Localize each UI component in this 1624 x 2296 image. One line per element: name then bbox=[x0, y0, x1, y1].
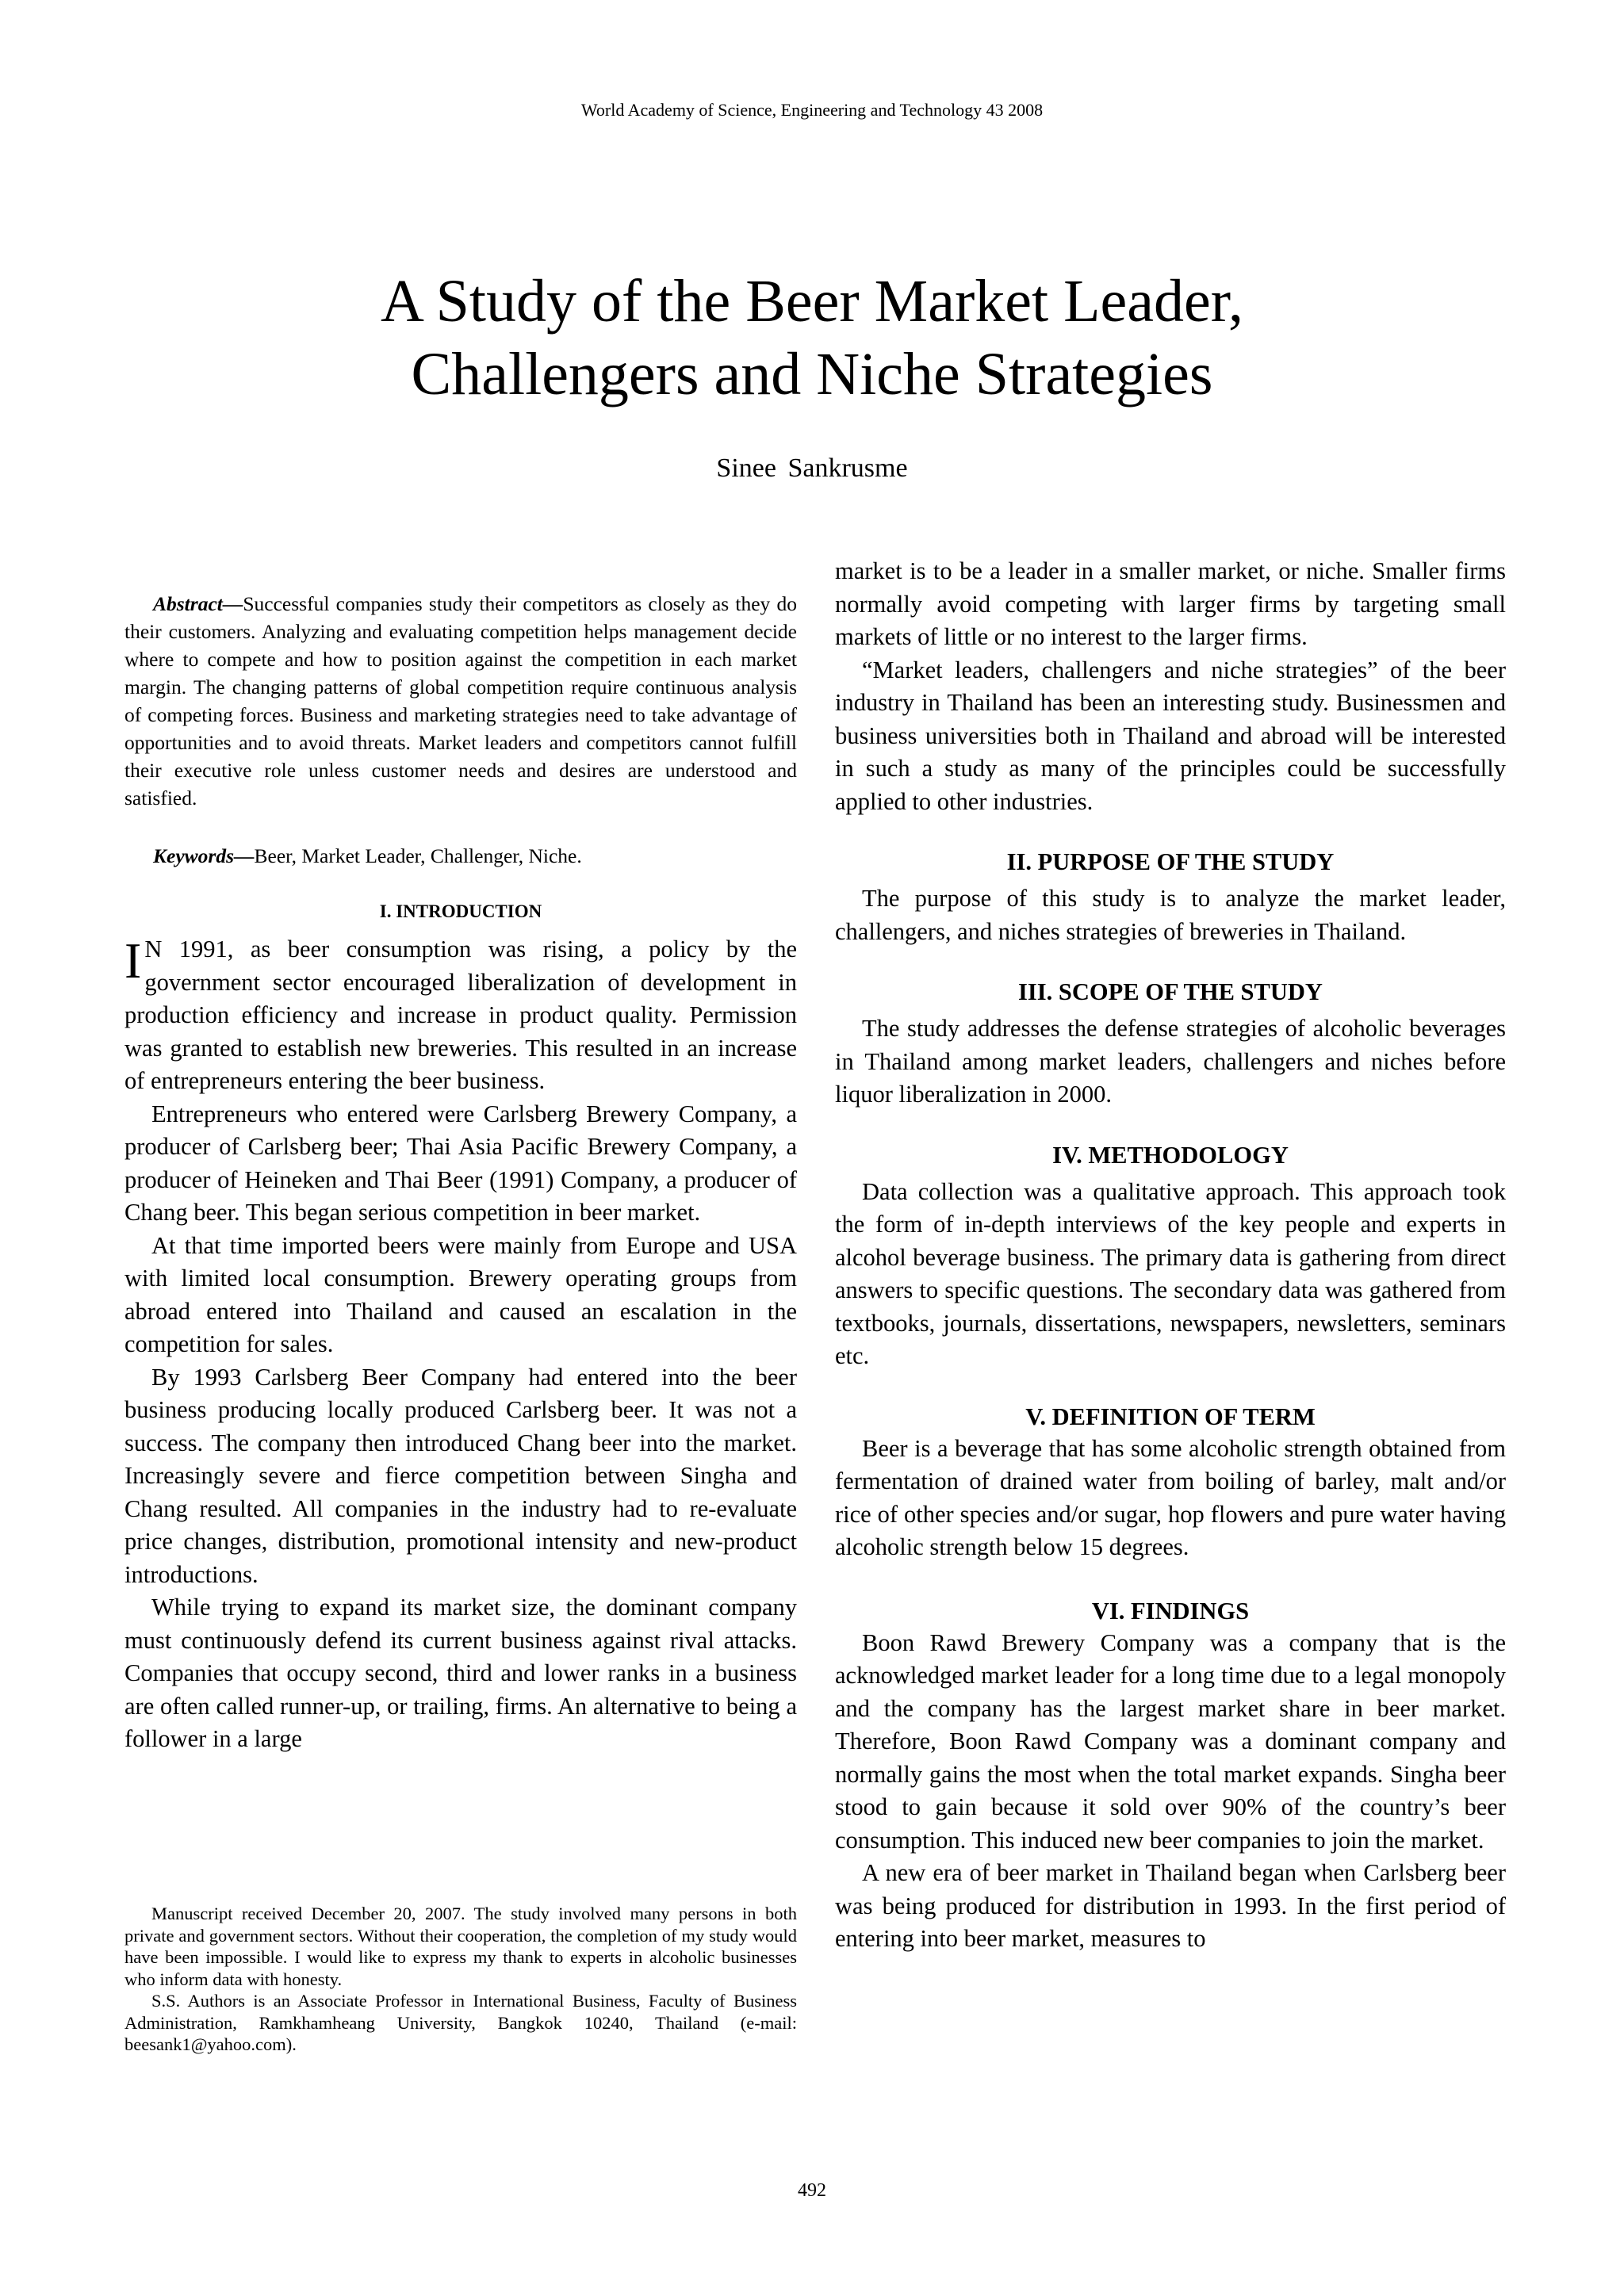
footnote-manuscript: Manuscript received December 20, 2007. The study involved many persons in both private and government sectors. Without their cooperation, the completion of my study would have been impossible. I would like to express my thank to experts in alcoholic businesses who inform data with honesty. bbox=[124, 1904, 797, 1989]
intro-paragraph-6: “Market leaders, challengers and niche strategies” of the beer industry in Thailand has been an interesting study. Businessmen and business universities both in Thailand and abroad will be interested in such a study as many of the principles could be successfully applied to other industries. bbox=[835, 656, 1506, 815]
abstract-label: Abstract— bbox=[153, 592, 243, 615]
footnote-author: S.S. Authors is an Associate Professor in International Business, Faculty of Business Administration, Ramkhamheang University, Bangkok 10240, Thailand (e-mail: beesank1@yahoo.com). bbox=[124, 1991, 797, 2054]
intro-continued-paragraph: market is to be a leader in a smaller market, or niche. Smaller firms normally avoid competing with larger firms by targeting small markets of little or no interest to the larger firms. bbox=[835, 557, 1506, 650]
intro-paragraph-4: By 1993 Carlsberg Beer Company had entered into the beer business producing locally produced Carlsberg beer. It was not a success. The company then introduced Chang beer into the market. Increasingly severe and fierce competition between Singha and Chang resulted. All companies in the industry had to re-evaluate price changes, distribution, promotional intensity and new-product introductions. bbox=[124, 1363, 797, 1588]
section-heading-scope: III. SCOPE OF THE STUDY bbox=[1018, 978, 1323, 1005]
purpose-paragraph: The purpose of this study is to analyze the market leader, challengers, and niches strategies of breweries in Thailand. bbox=[835, 885, 1506, 945]
section-heading-introduction: I. INTRODUCTION bbox=[379, 901, 542, 921]
intro-paragraph-5: While trying to expand its market size, the dominant company must continuously defend its current business against rival attacks. Companies that occupy second, third and lower ranks in a business are often called runner-up, or trailing, firms. An alternative to being a follower in a large bbox=[124, 1594, 797, 1752]
title-line-1: A Study of the Beer Market Leader, bbox=[380, 268, 1244, 335]
paper-title bbox=[0, 265, 1624, 411]
abstract-text: Successful companies study their competitors as closely as they do their customers. Analyzing and evaluating competition helps management decide where to compete and how to position against the competition in each market margin. The changing patterns of global competition require continuous analysis of competing forces. Business and marketing strategies need to take advantage of opportunities and to avoid threats. Market leaders and competitors cannot fulfill their executive role unless customer needs and desires are understood and satisfied. bbox=[124, 592, 797, 809]
findings-paragraph-1: Boon Rawd Brewery Company was a company that is the acknowledged market leader for a long time due to a legal monopoly and the company has the largest market share in beer market. Therefore, Boon Rawd Company was a dominant company and normally gains the most when the total market expands. Singha beer stood to gain because it sold over 90% of the country’s beer consumption. This induced new beer companies to join the market. bbox=[835, 1628, 1506, 1854]
section-heading-purpose: II. PURPOSE OF THE STUDY bbox=[1006, 848, 1335, 875]
section-heading-definition: V. DEFINITION OF TERM bbox=[1025, 1402, 1316, 1430]
section-heading-findings: VI. FINDINGS bbox=[1091, 1597, 1250, 1624]
intro-paragraph-3: At that time imported beers were mainly from Europe and USA with limited local consumption. Brewery operating groups from abroad entered into Thailand and caused an escalation in the competition for sales. bbox=[124, 1231, 797, 1357]
section-heading-methodology: IV. METHODOLOGY bbox=[1052, 1141, 1289, 1169]
running-head: World Academy of Science, Engineering and Technology 43 2008 bbox=[580, 100, 1044, 120]
methodology-paragraph: Data collection was a qualitative approach. This approach took the form of in-depth interviews of the key people and experts in alcohol beverage business. The primary data is gathering from direct answers to specific questions. The secondary data was gathered from textbooks, journals, dissertations, newspapers, newsletters, seminars etc. bbox=[835, 1177, 1506, 1369]
definition-paragraph: Beer is a beverage that has some alcoholic strength obtained from fermentation of drained water from boiling of barley, malt and/or rice of other species and/or sugar, hop flowers and pure water having alcoholic strength below 15 degrees. bbox=[835, 1434, 1506, 1560]
author-name: Sinee Sankrusme bbox=[716, 453, 908, 483]
drop-cap: I bbox=[124, 932, 142, 989]
scope-paragraph: The study addresses the defense strategies of alcoholic beverages in Thailand among market leaders, challengers and niches before liquor liberalization in 2000. bbox=[835, 1015, 1506, 1108]
keywords-label: Keywords— bbox=[153, 844, 255, 867]
abstract bbox=[124, 590, 797, 812]
footnotes bbox=[124, 1903, 797, 2056]
keywords-text: Beer, Market Leader, Challenger, Niche. bbox=[254, 844, 582, 867]
right-column bbox=[835, 555, 1506, 1956]
intro-paragraph-2: Entrepreneurs who entered were Carlsberg Brewery Company, a producer of Carlsberg beer; Thai Asia Pacific Brewery Company, a producer of Heineken and Thai Beer (1991) Company, a producer of Chang beer. This began serious competition in beer market. bbox=[124, 1100, 797, 1226]
left-column bbox=[124, 590, 797, 1756]
title-line-2: Challengers and Niche Strategies bbox=[411, 341, 1213, 408]
findings-paragraph-2: A new era of beer market in Thailand began when Carlsberg beer was being produced for distribution in 1993. In the first period of entering into beer market, measures to bbox=[835, 1859, 1506, 1952]
intro-paragraph-1 bbox=[124, 933, 797, 1098]
keywords bbox=[124, 842, 797, 870]
intro-paragraph-1-text: N 1991, as beer consumption was rising, a policy by the government sector encouraged liberalization of development in production efficiency and increase in product quality. Permission was granted to establish new breweries. This resulted in an increase of entrepreneurs entering the beer business. bbox=[124, 936, 797, 1094]
page-number: 492 bbox=[798, 2180, 826, 2201]
